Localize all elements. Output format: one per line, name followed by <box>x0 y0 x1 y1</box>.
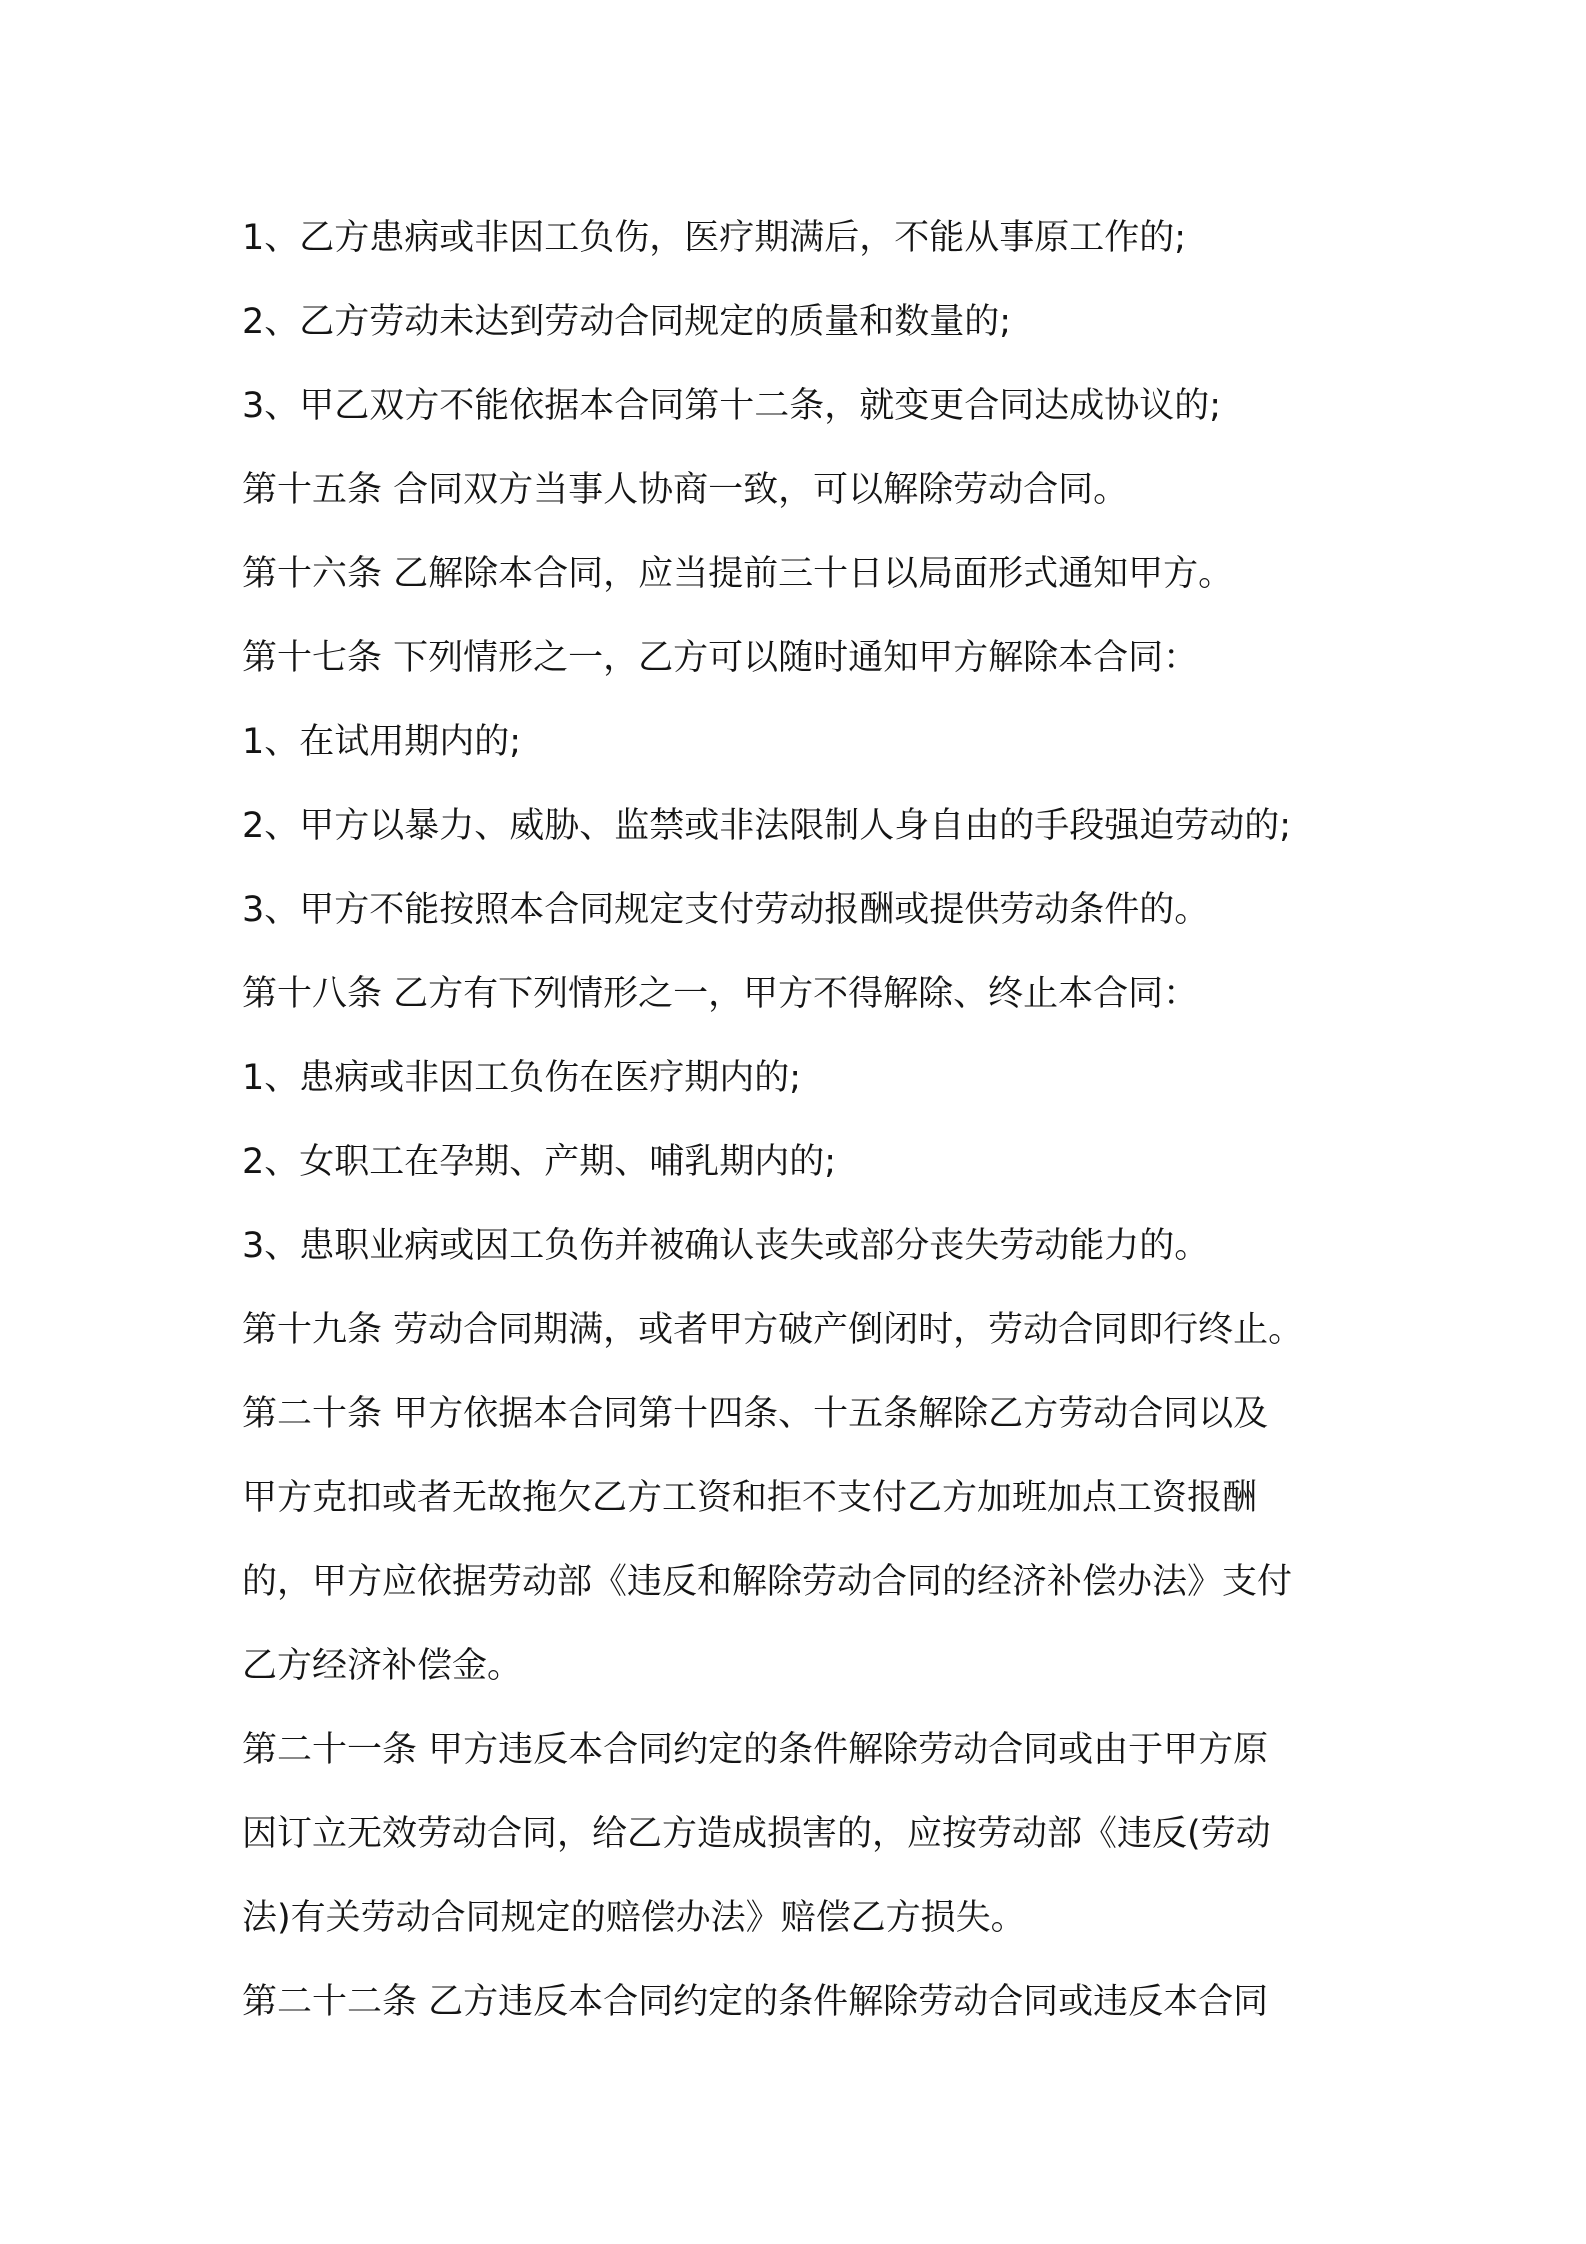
text-line: 乙方经济补偿金。 <box>242 1646 523 1686</box>
text-line: 甲方克扣或者无故拖欠乙方工资和拒不支付乙方加班加点工资报酬 <box>242 1478 1258 1518</box>
article-line: 第二十二条 乙方违反本合同约定的条件解除劳动合同或违反本合同 <box>242 1982 1269 2022</box>
text-line: 3、甲乙双方不能依据本合同第十二条，就变更合同达成协议的; <box>242 386 1222 426</box>
article-line: 第二十条 甲方依据本合同第十四条、十五条解除乙方劳动合同以及 <box>242 1394 1269 1434</box>
text-line: 因订立无效劳动合同，给乙方造成损害的，应按劳动部《违反(劳动 <box>242 1814 1271 1854</box>
text-line: 的，甲方应依据劳动部《违反和解除劳动合同的经济补偿办法》支付 <box>242 1562 1293 1602</box>
text-line: 2、甲方以暴力、威胁、监禁或非法限制人身自由的手段强迫劳动的; <box>242 806 1292 846</box>
text-line: 1、患病或非因工负伤在医疗期内的; <box>242 1058 802 1098</box>
text-line: 3、患职业病或因工负伤并被确认丧失或部分丧失劳动能力的。 <box>242 1226 1210 1266</box>
article-line: 第十八条 乙方有下列情形之一，甲方不得解除、终止本合同： <box>242 974 1199 1014</box>
text-line: 1、乙方患病或非因工负伤，医疗期满后，不能从事原工作的; <box>242 218 1187 258</box>
article-line: 第十六条 乙解除本合同，应当提前三十日以局面形式通知甲方。 <box>242 554 1234 594</box>
article-line: 第十七条 下列情形之一，乙方可以随时通知甲方解除本合同： <box>242 638 1199 678</box>
text-line: 3、甲方不能按照本合同规定支付劳动报酬或提供劳动条件的。 <box>242 890 1210 930</box>
text-line: 2、女职工在孕期、产期、哺乳期内的; <box>242 1142 837 1182</box>
article-line: 第十九条 劳动合同期满，或者甲方破产倒闭时，劳动合同即行终止。 <box>242 1310 1304 1350</box>
text-line: 2、乙方劳动未达到劳动合同规定的质量和数量的; <box>242 302 1012 342</box>
text-line: 1、在试用期内的; <box>242 722 522 762</box>
document-body <box>242 196 1372 2044</box>
article-line: 第十五条 合同双方当事人协商一致，可以解除劳动合同。 <box>242 470 1129 510</box>
article-line: 第二十一条 甲方违反本合同约定的条件解除劳动合同或由于甲方原 <box>242 1730 1269 1770</box>
text-line: 法)有关劳动合同规定的赔偿办法》赔偿乙方损失。 <box>242 1898 1026 1938</box>
